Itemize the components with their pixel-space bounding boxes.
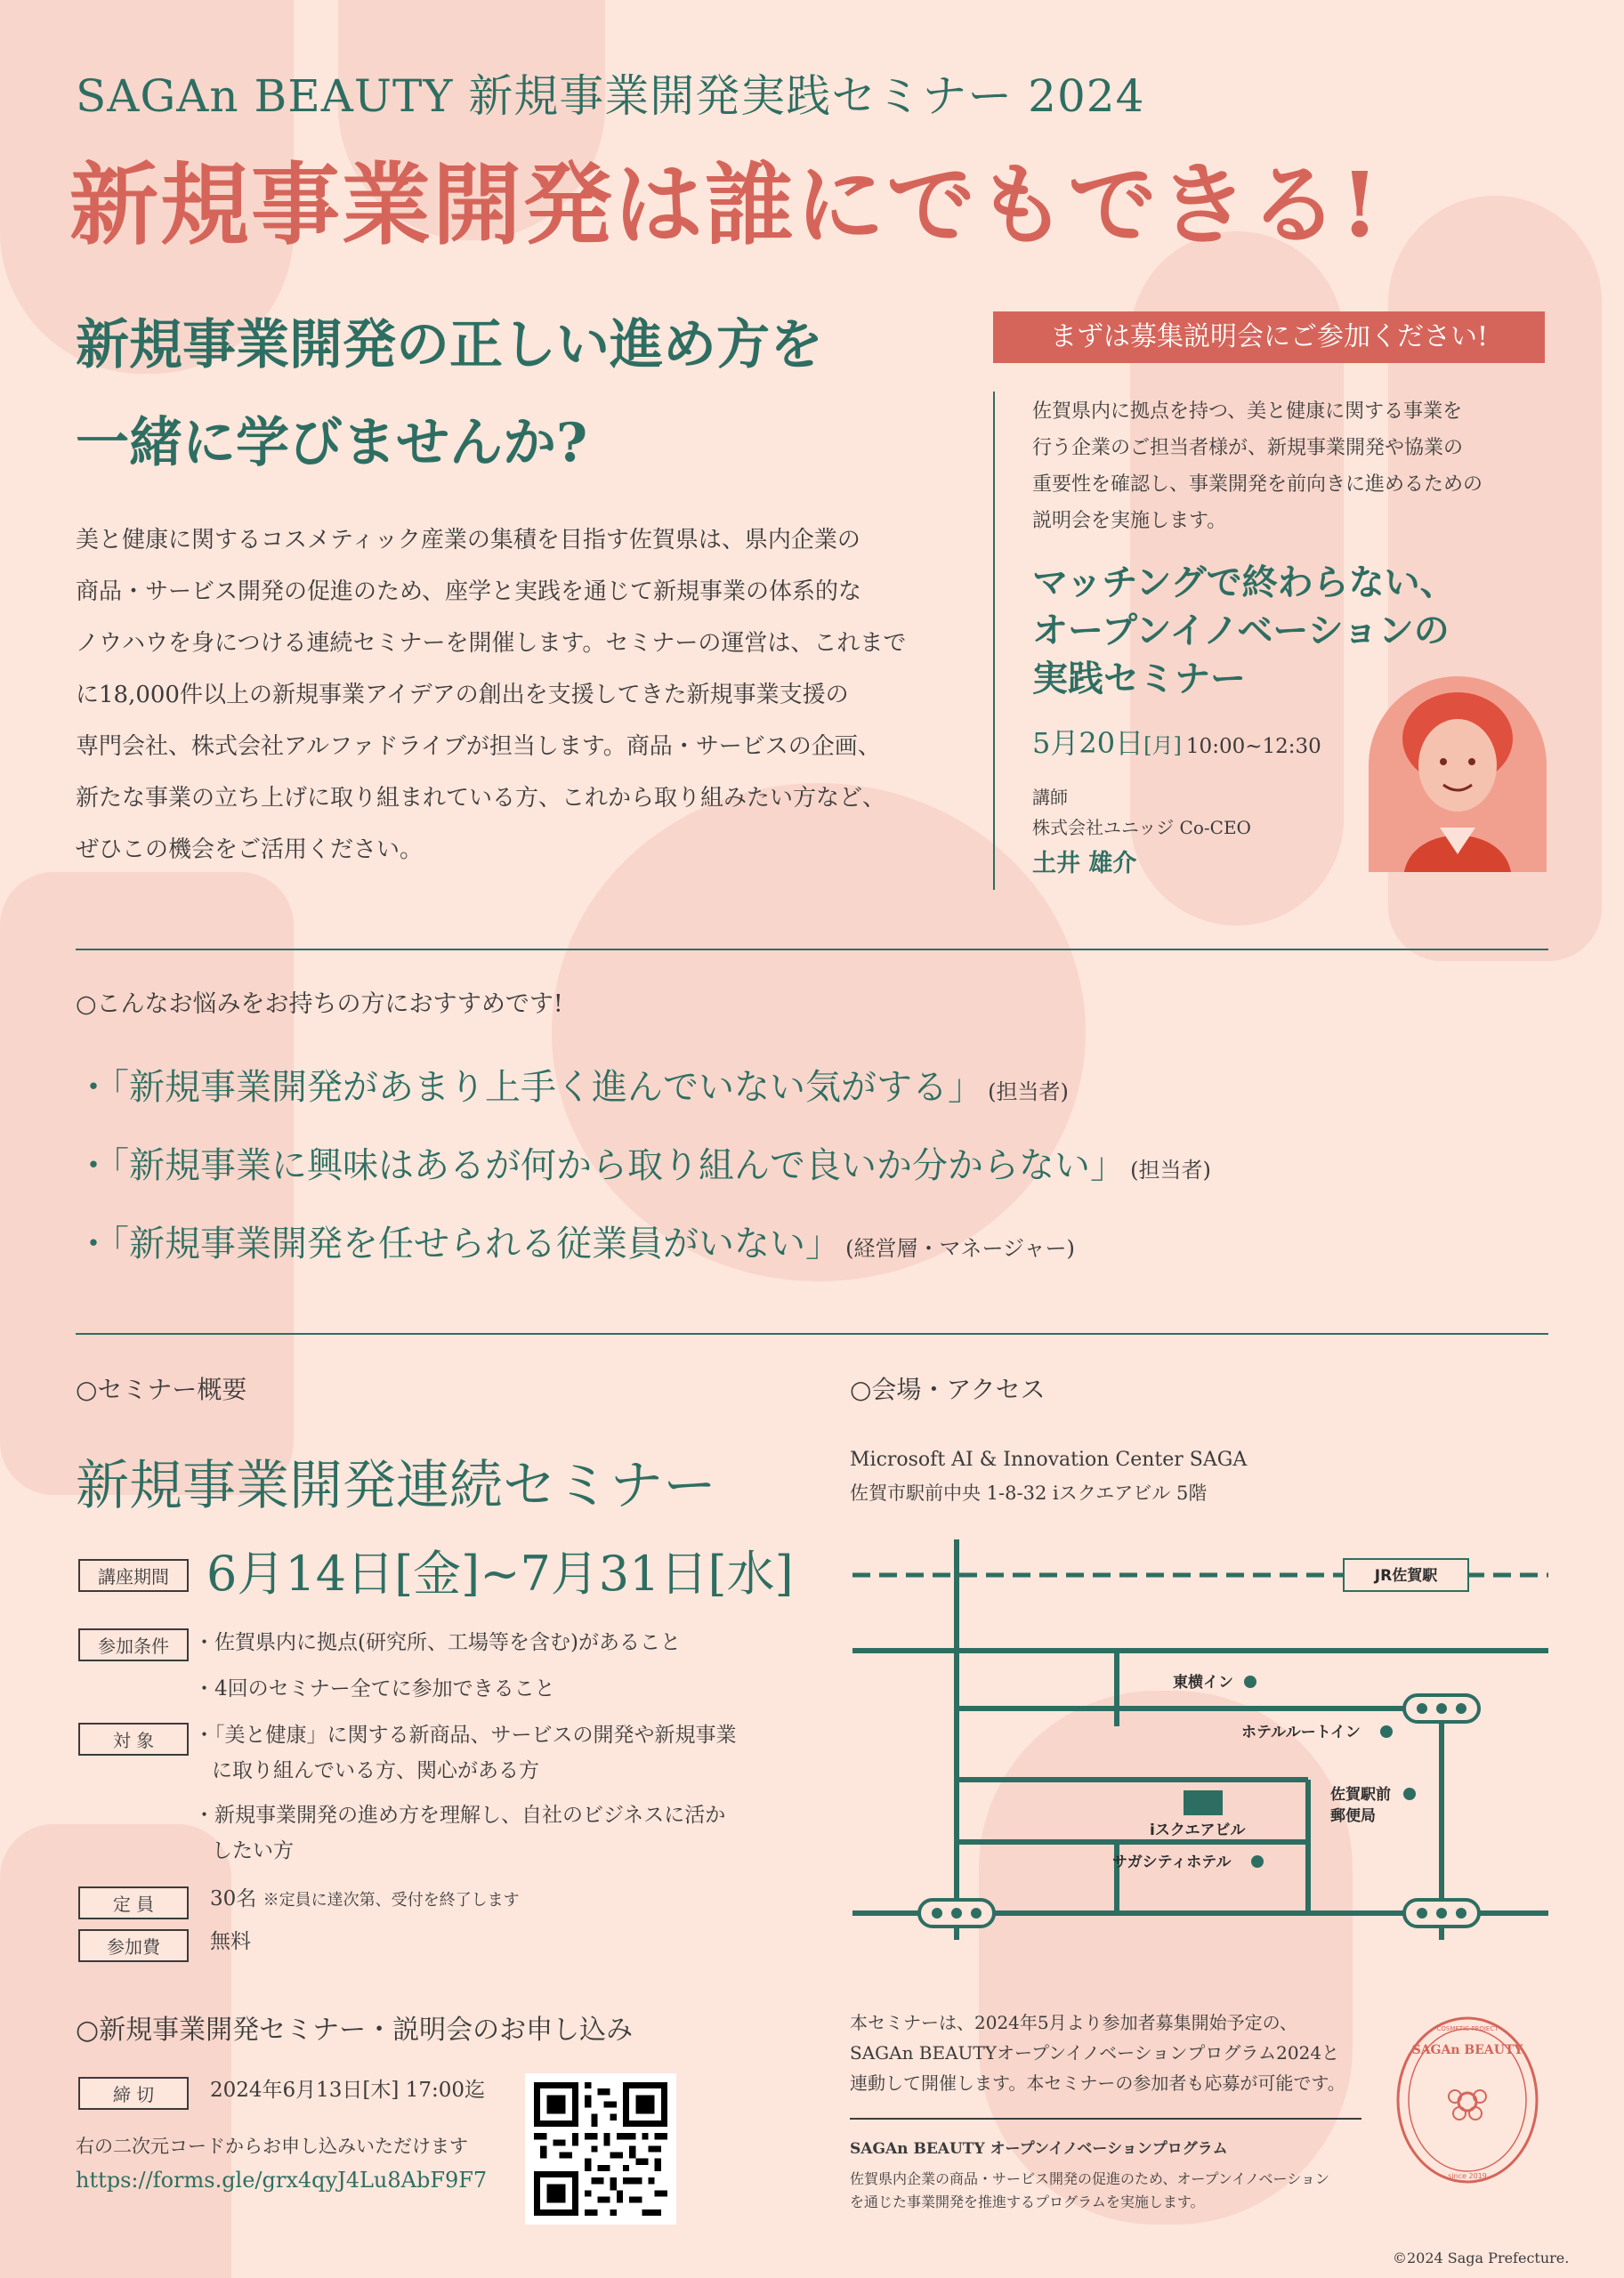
program-title: SAGAn BEAUTY オープンイノベーションプログラム [850,2140,1228,2158]
worry-role: (経営層・マネージャー) [845,1236,1075,1261]
access-map [845,1531,1548,1940]
map-label-toyoko: 東横イン [1173,1674,1233,1692]
speaker-name: 土井 雄介 [1032,850,1137,877]
worry-item [76,1216,1211,1294]
speaker-label: 講師 [1032,787,1068,808]
capacity-label: 定 員 [78,1886,189,1919]
program-note [850,2007,1345,2098]
venue-address: 佐賀市駅前中央 1-8-32 iスクエアビル 5階 [850,1482,1208,1504]
map-label-sagacity: サガシティホテル [1112,1854,1232,1871]
map-label-isquare: iスクエアビル [1150,1822,1246,1839]
briefing-banner: まずは募集説明会にご参加ください! [993,311,1545,363]
overview-title: 新規事業開発連続セミナー [76,1455,716,1517]
speaker-company: 株式会社ユニッジ Co-CEO [1032,817,1251,838]
venue-heading: ○会場・アクセス [850,1375,1046,1404]
worry-item [76,1059,1211,1137]
lead-line-1: 新規事業開発の正しい進め方を [76,314,823,376]
briefing-body-line: 行う企業のご担当者様が、新規事業開発や協業の [1032,437,1464,459]
apply-heading: ○新規事業開発セミナー・説明会のお申し込み [76,2015,634,2046]
intro-body-line: ぜひこの機会をご活用ください。 [76,836,424,863]
worry-item [76,1137,1211,1216]
intro-body [76,514,974,876]
capacity-note: ※定員に達次第、受付を終了します [263,1891,520,1910]
sagan-beauty-logo [1394,2013,1541,2187]
conditions-label: 参加条件 [78,1628,189,1661]
lead-line-2: 一緒に学びませんか? [76,412,588,474]
worry-quote: ・「新規事業開発を任せられる従業員がいない」 [76,1224,841,1264]
program-note-line: 本セミナーは、2024年5月より参加者募集開始予定の、 [850,2012,1297,2033]
map-label-post2: 郵便局 [1330,1807,1376,1825]
worry-role: (担当者) [988,1079,1069,1104]
speaker-photo [1369,676,1547,872]
deadline-label: 締 切 [78,2077,189,2110]
program-note-line: 連動して開催します。本セミナーの参加者も応募が可能です。 [850,2072,1345,2094]
map-label-post1: 佐賀駅前 [1330,1786,1391,1804]
briefing-title [1032,559,1456,703]
program-desc [850,2168,1329,2214]
briefing-weekday: [月] [1143,733,1182,758]
condition-1: ・佐賀県内に拠点(研究所、工場等を含む)があること [194,1631,681,1654]
briefing-title-line: 実践セミナー [1032,658,1246,699]
headline: 新規事業開発は誰にでもできる! [69,152,1381,257]
intro-body-line: 美と健康に関するコスメティック産業の集積を目指す佐賀県は、県内企業の [76,527,860,553]
worries-list [76,1059,1211,1294]
briefing-body-line: 説明会を実施します。 [1032,510,1227,532]
fee-value: 無料 [210,1930,251,1953]
program-desc-line: 佐賀県内企業の商品・サービス開発の促進のため、オープンイノベーション [850,2170,1329,2187]
qr-code[interactable] [525,2073,676,2225]
map-label-station: JR佐賀駅 [1374,1567,1438,1585]
section-divider [76,1333,1548,1335]
briefing-time: 10:00~12:30 [1185,735,1321,758]
worry-role: (担当者) [1130,1158,1211,1183]
logo-top-text: COSMETIC PROJECT [1436,2025,1499,2032]
briefing-title-line: マッチングで終わらない、 [1032,561,1456,603]
deadline-value: 2024年6月13日[木] 17:00迄 [210,2079,485,2102]
apply-url-link[interactable]: https://forms.gle/grx4qyJ4Lu8AbF9F7 [76,2168,488,2193]
intro-body-line: 専門会社、株式会社アルファドライブが担当します。商品・サービスの企画、 [76,733,881,760]
fee-label: 参加費 [78,1929,189,1962]
capacity-number: 30名 [210,1887,257,1910]
map-label-route: ホテルルートイン [1241,1724,1361,1741]
program-desc-line: を通じた事業開発を推進するプログラムを実施します。 [850,2193,1205,2210]
condition-2: ・4回のセミナー全てに参加できること [194,1677,555,1700]
venue-name: Microsoft AI & Innovation Center SAGA [850,1449,1248,1471]
worry-quote: ・「新規事業開発があまり上手く進んでいない気がする」 [76,1067,983,1108]
overview-heading: ○セミナー概要 [76,1375,247,1404]
briefing-datetime [1032,721,1321,762]
intro-body-line: 新たな事業の立ち上げに取り組まれている方、これから取り組みたい方など、 [76,785,886,812]
section-divider [76,949,1548,950]
intro-body-line: に18,000件以上の新規事業アイデアの創出を支援してきた新規事業支援の [76,682,849,708]
program-divider [850,2118,1361,2120]
target-1a: ・「美と健康」に関する新商品、サービスの開発や新規事業 [194,1724,737,1747]
logo-text: SAGAn BEAUTY [1411,2043,1523,2057]
copyright: ©2024 Saga Prefecture. [1393,2250,1570,2266]
capacity-value [210,1881,520,1919]
logo-since-text: since 2019 [1448,2172,1487,2180]
period-label: 講座期間 [78,1559,189,1592]
target-1b: に取り組んでいる方、関心がある方 [212,1759,539,1782]
program-note-line: SAGAn BEAUTYオープンイノベーションプログラム2024と [850,2042,1340,2064]
target-2b: したい方 [212,1839,294,1862]
briefing-body-line: 重要性を確認し、事業開発を前向きに進めるための [1032,473,1483,496]
target-label: 対 象 [78,1723,189,1756]
worry-quote: ・「新規事業に興味はあるが何から取り組んで良いか分からない」 [76,1145,1126,1186]
qr-note: 右の二次元コードからお申し込みいただけます [76,2136,468,2157]
briefing-body-line: 佐賀県内に拠点を持つ、美と健康に関する事業を [1032,400,1463,423]
period-value: 6月14日[金]~7月31日[水] [206,1546,794,1602]
briefing-title-line: オープンイノベーションの [1032,610,1450,651]
intro-body-line: ノウハウを身につける連続セミナーを開催します。セミナーの運営は、これまで [76,630,907,657]
briefing-body [1032,393,1557,539]
target-2a: ・新規事業開発の進め方を理解し、自社のビジネスに活か [194,1804,726,1827]
worries-heading: ○こんなお悩みをお持ちの方におすすめです! [76,990,563,1018]
series-title: SAGAn BEAUTY 新規事業開発実践セミナー 2024 [76,70,1145,122]
intro-body-line: 商品・サービス開発の促進のため、座学と実践を通じて新規事業の体系的な [76,578,861,605]
briefing-date: 5月20日 [1032,726,1144,760]
briefing-divider [993,392,995,890]
